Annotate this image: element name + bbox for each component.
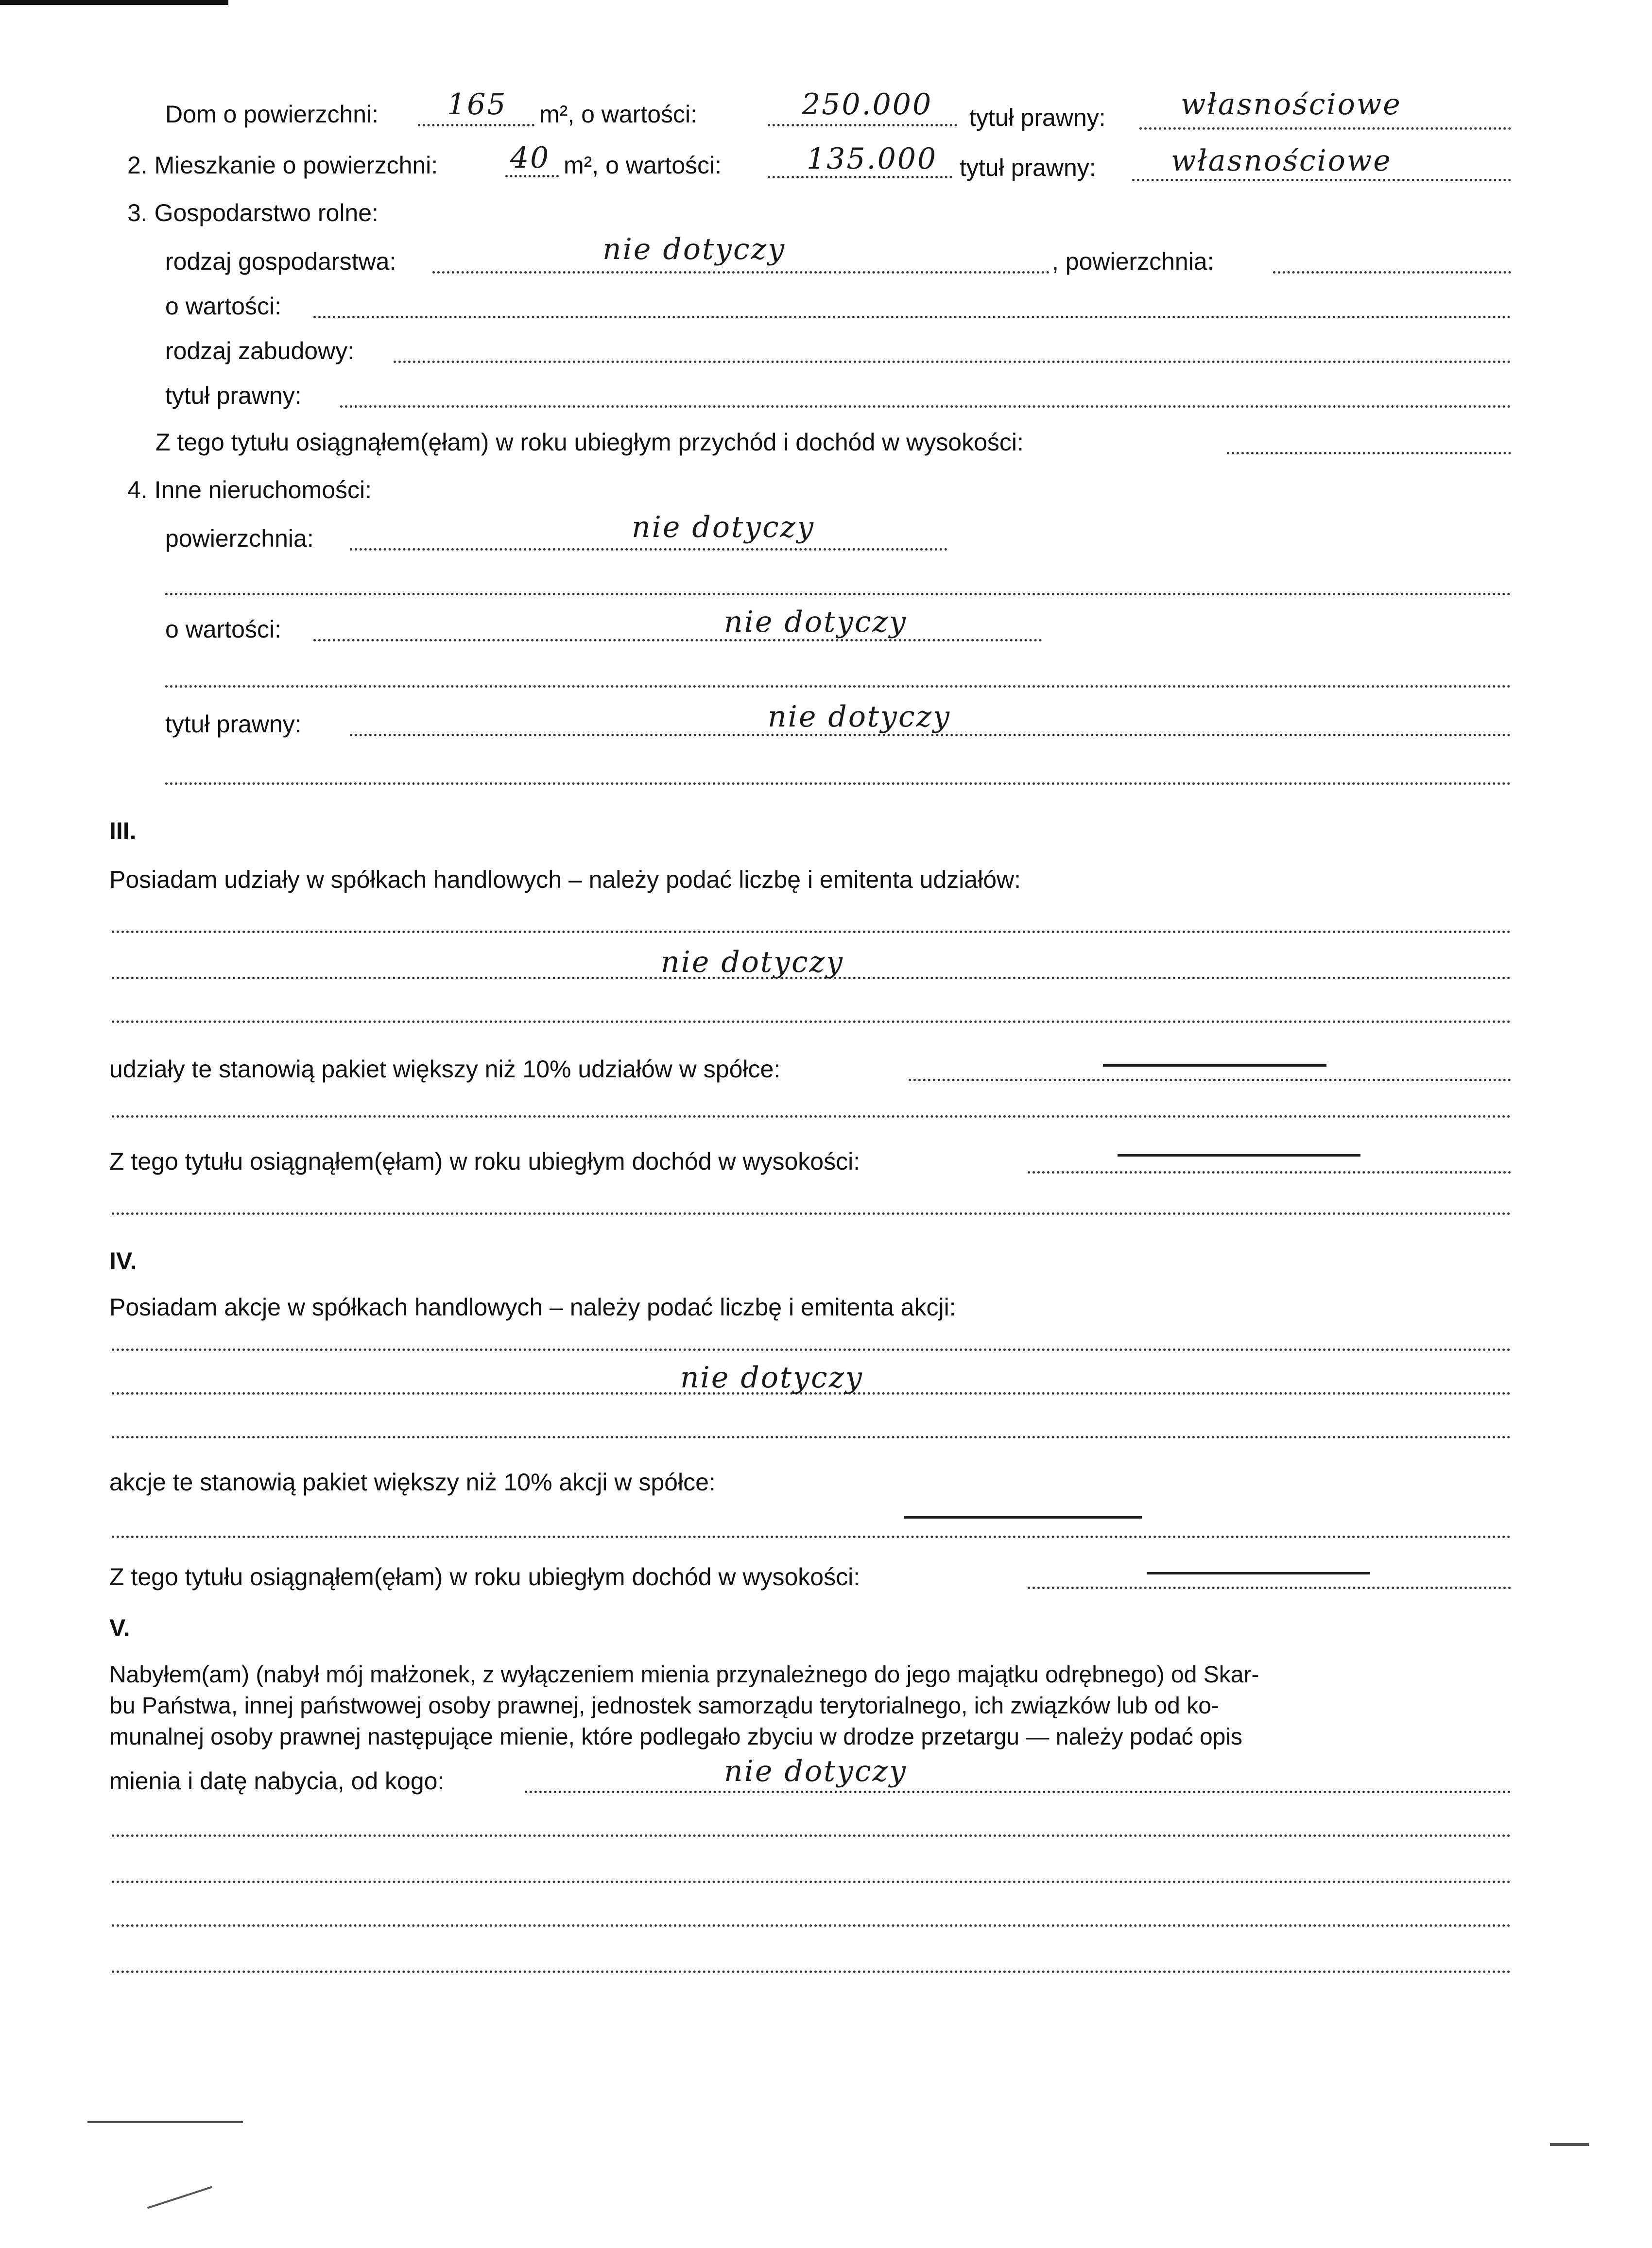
apartment-area-line (505, 175, 559, 177)
apartment-value-line (768, 176, 952, 178)
section-iii-line-3 (112, 1020, 1511, 1023)
farm-type-value: nie dotyczy (602, 232, 786, 266)
other-area-label: powierzchnia: (165, 525, 314, 552)
other-property-heading: 4. Inne nieruchomości: (127, 476, 372, 503)
farm-buildings-label: rodzaj zabudowy: (165, 337, 355, 364)
farm-value-line (313, 316, 1511, 318)
farm-income-label: Z tego tytułu osiągnąłem(ęłam) w roku ubiegłym przychód i dochód w wysokości: (155, 429, 1024, 456)
section-iii-intro: Posiadam udziały w spółkach handlowych – należy podać liczbę i emitenta udziałów: (109, 866, 1021, 893)
section-v-line-a (112, 1834, 1511, 1837)
section-v-line-d (112, 1971, 1511, 1973)
section-iv-line-3 (112, 1436, 1511, 1438)
farm-type-line (432, 271, 1050, 274)
house-area-value: 165 (447, 87, 507, 121)
section-v-paragraph (109, 1660, 1518, 1753)
section-iii-answer: nie dotyczy (661, 945, 844, 979)
house-value: 250.000 (802, 87, 933, 121)
section-iv-answer: nie dotyczy (680, 1361, 864, 1395)
section-iii-line-1 (112, 931, 1511, 933)
apartment-title-label: tytuł prawny: (960, 154, 1096, 181)
section-v-line-2: bu Państwa, innej państwowej osoby prawnej, jednostek samorządu terytorialnego, ich związków lub od ko- (109, 1693, 1219, 1719)
section-v-line-b (112, 1881, 1511, 1883)
section-iii-income-line-2 (112, 1212, 1511, 1215)
house-area-label: Dom o powierzchni: (165, 101, 379, 128)
section-v-acquisition-label: mienia i datę nabycia, od kogo: (109, 1767, 445, 1795)
apartment-area-label: 2. Mieszkanie o powierzchni: (127, 152, 438, 179)
house-value-label: m², o wartości: (539, 101, 698, 128)
farm-title-line (340, 405, 1511, 408)
scan-artifact-bottom-left-2 (147, 2186, 212, 2209)
section-iii-share-dash (1103, 1064, 1326, 1067)
section-iii-income-line (1028, 1171, 1511, 1174)
section-v-acquisition-line (525, 1791, 1511, 1793)
section-iv-share-line (112, 1536, 1511, 1538)
scan-artifact-top (0, 0, 228, 5)
section-iii-share-line-2 (112, 1115, 1511, 1118)
section-iv-income-line (1028, 1587, 1511, 1589)
house-title-label: tytuł prawny: (969, 104, 1106, 131)
section-iv-intro: Posiadam akcje w spółkach handlowych – należy podać liczbę i emitenta akcji: (109, 1294, 956, 1321)
section-v-header: V. (109, 1614, 130, 1642)
other-title-label: tytuł prawny: (165, 710, 302, 738)
other-value-line (313, 639, 1042, 641)
section-v-line-3: munalnej osoby prawnej następujące mienie, które podlegało zbyciu w drodze przetargu — należy podać opis (109, 1724, 1243, 1750)
house-title-value: własnościowe (1181, 87, 1402, 121)
other-area-line-2 (165, 593, 1511, 595)
section-v-line-1: Nabyłem(am) (nabył mój małżonek, z wyłączeniem mienia przynależnego do jego majątku odrębnego) od Skar- (109, 1662, 1259, 1688)
section-iv-share-label: akcje te stanowią pakiet większy niż 10% akcji w spółce: (109, 1469, 716, 1496)
section-iv-share-dash (904, 1516, 1142, 1519)
other-title-line (350, 734, 1511, 736)
house-area-line (418, 124, 534, 126)
section-iv-header: IV. (109, 1247, 137, 1275)
farm-heading: 3. Gospodarstwo rolne: (127, 199, 379, 226)
farm-buildings-line (394, 361, 1511, 363)
apartment-value-label: m², o wartości: (564, 152, 722, 179)
section-iii-header: III. (109, 817, 137, 845)
other-area-line (350, 548, 947, 551)
apartment-title-value: własnościowe (1171, 144, 1392, 178)
section-iii-income-label: Z tego tytułu osiągnąłem(ęłam) w roku ubiegłym dochód w wysokości: (109, 1148, 860, 1175)
farm-title-label: tytuł prawny: (165, 382, 302, 409)
house-title-line (1139, 127, 1511, 130)
section-v-line-c (112, 1924, 1511, 1927)
farm-area-line (1273, 271, 1511, 274)
other-value-label: o wartości: (165, 616, 281, 643)
section-iv-income-dash (1147, 1572, 1370, 1574)
farm-area-label: , powierzchnia: (1052, 248, 1214, 275)
section-iv-line-1 (112, 1349, 1511, 1351)
other-value-line-2 (165, 685, 1511, 688)
farm-value-label: o wartości: (165, 293, 281, 320)
other-value-value: nie dotyczy (724, 605, 908, 639)
apartment-area-value: 40 (510, 141, 551, 175)
house-value-line (768, 124, 957, 126)
farm-income-line (1227, 452, 1511, 454)
other-title-line-2 (165, 782, 1511, 785)
section-v-answer: nie dotyczy (724, 1754, 908, 1788)
apartment-title-line (1132, 179, 1511, 181)
apartment-value: 135.000 (807, 142, 938, 176)
section-iii-income-dash (1118, 1154, 1360, 1157)
other-title-value: nie dotyczy (768, 700, 951, 734)
section-iii-share-line (909, 1079, 1511, 1081)
scan-artifact-bottom-left (87, 2121, 243, 2123)
section-iv-income-label: Z tego tytułu osiągnąłem(ęłam) w roku ubiegłym dochód w wysokości: (109, 1563, 860, 1591)
section-iii-share-label: udziały te stanowią pakiet większy niż 10% udziałów w spółce: (109, 1055, 781, 1083)
scan-artifact-bottom-right (1550, 2143, 1589, 2146)
farm-type-label: rodzaj gospodarstwa: (165, 248, 396, 275)
other-area-value: nie dotyczy (632, 510, 815, 544)
